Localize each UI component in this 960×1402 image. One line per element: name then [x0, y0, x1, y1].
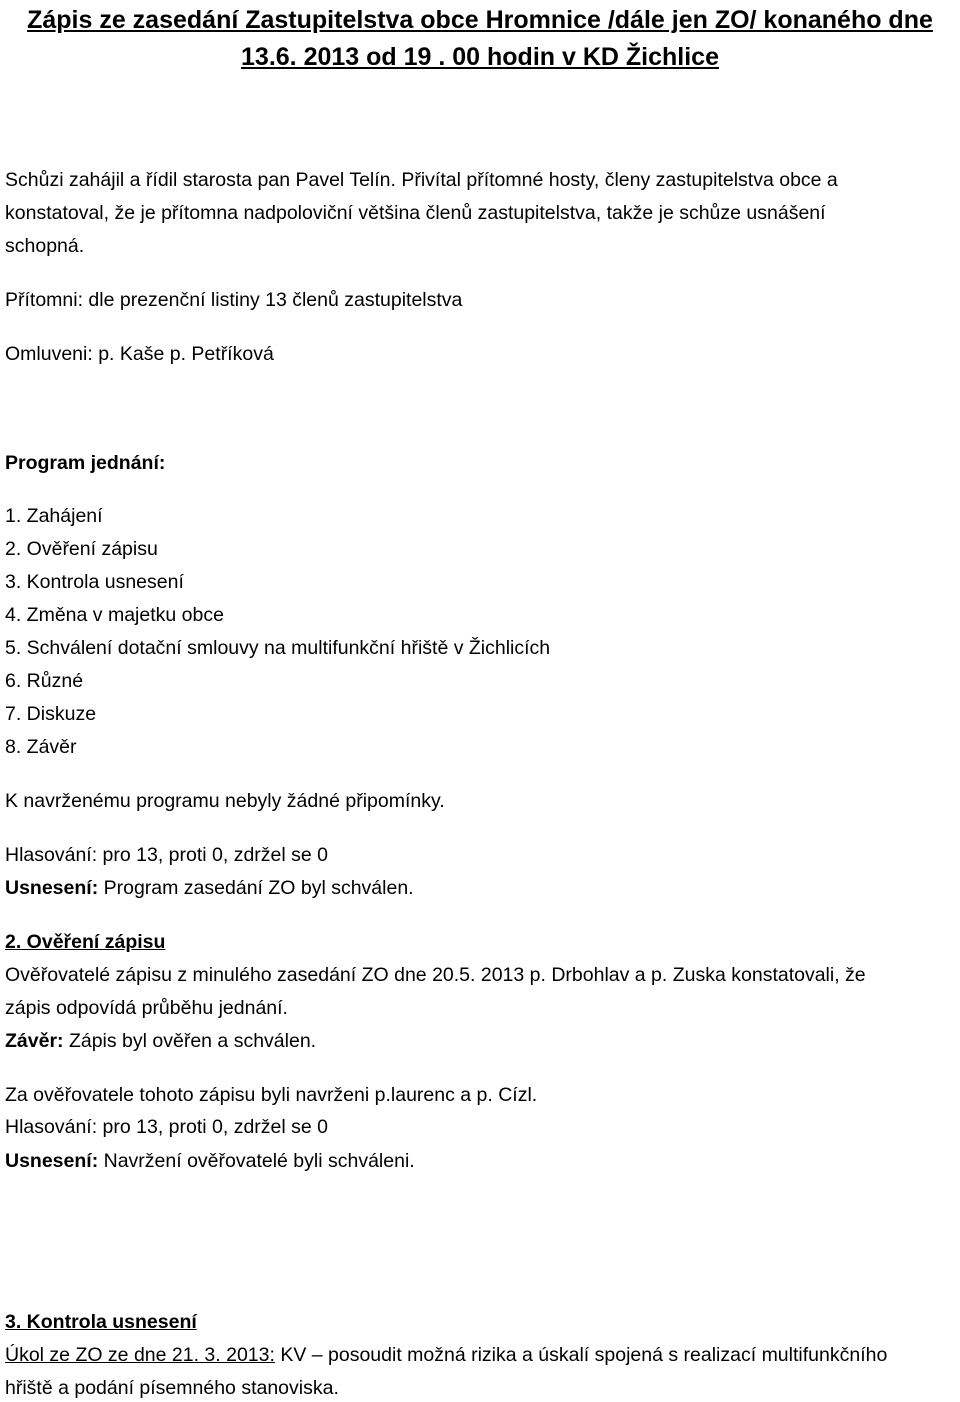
document-title-line-2: 13.6. 2013 od 19 . 00 hodin v KD Žichlice [241, 43, 719, 71]
program-item: 5. Schválení dotační smlouvy na multifunkční hřiště v Žichlicích [5, 637, 551, 659]
intro-line-1: Schůzi zahájil a řídil starosta pan Pavel Telín. Přivítal přítomné hosty, členy zastupitelstva obce a [5, 169, 838, 191]
section-3-heading: 3. Kontrola usnesení [5, 1311, 197, 1333]
program-vote: Hlasování: pro 13, proti 0, zdržel se 0 [5, 844, 328, 866]
program-no-comments: K navrženému programu nebyly žádné připomínky. [5, 790, 445, 812]
program-item: 1. Zahájení [5, 505, 103, 527]
intro-line-2: konstatoval, že je přítomna nadpoloviční většina členů zastupitelstva, takže je schůze usnášení [5, 202, 826, 224]
attendance-present: Přítomni: dle prezenční listiny 13 členů zastupitelstva [5, 289, 463, 311]
intro-line-3: schopná. [5, 235, 85, 257]
section-2-text-line-1: Ověřovatelé zápisu z minulého zasedání ZO dne 20.5. 2013 p. Drbohlav a p. Zuska konstatovali, že [5, 964, 866, 986]
conclusion-label: Závěr: [5, 1030, 64, 1052]
task-text: KV – posoudit možná rizika a úskalí spojená s realizací multifunkčního [274, 1344, 888, 1366]
section-3-task-line-2: hřiště a podání písemného stanoviska. [5, 1377, 339, 1399]
section-2-resolution [5, 1147, 415, 1175]
section-2-conclusion [5, 1027, 316, 1055]
section-3-task-line-1 [5, 1341, 887, 1369]
task-label: Úkol ze ZO ze dne 21. 3. 2013: [5, 1344, 275, 1366]
program-heading: Program jednání: [5, 452, 166, 474]
section-2-heading: 2. Ověření zápisu [5, 931, 166, 953]
resolution-text: Program zasedání ZO byl schválen. [98, 877, 414, 899]
section-2-vote: Hlasování: pro 13, proti 0, zdržel se 0 [5, 1116, 328, 1138]
program-item: 7. Diskuze [5, 703, 97, 725]
resolution-label: Usnesení: [5, 1150, 99, 1172]
program-item: 2. Ověření zápisu [5, 538, 158, 560]
section-2-text-line-2: zápis odpovídá průběhu jednání. [5, 997, 288, 1019]
section-2-proposal: Za ověřovatele tohoto zápisu byli navrženi p.laurenc a p. Cízl. [5, 1084, 538, 1106]
resolution-text: Navržení ověřovatelé byli schváleni. [98, 1150, 415, 1172]
resolution-label: Usnesení: [5, 877, 99, 899]
program-item: 3. Kontrola usnesení [5, 571, 184, 593]
program-item: 6. Různé [5, 670, 84, 692]
program-resolution [5, 874, 414, 902]
attendance-excused: Omluveni: p. Kaše p. Petříková [5, 343, 274, 365]
program-item: 4. Změna v majetku obce [5, 604, 224, 626]
program-item: 8. Závěr [5, 736, 77, 758]
document-title-line-1: Zápis ze zasedání Zastupitelstva obce Hromnice /dále jen ZO/ konaného dne [27, 6, 933, 34]
conclusion-text: Zápis byl ověřen a schválen. [63, 1030, 317, 1052]
